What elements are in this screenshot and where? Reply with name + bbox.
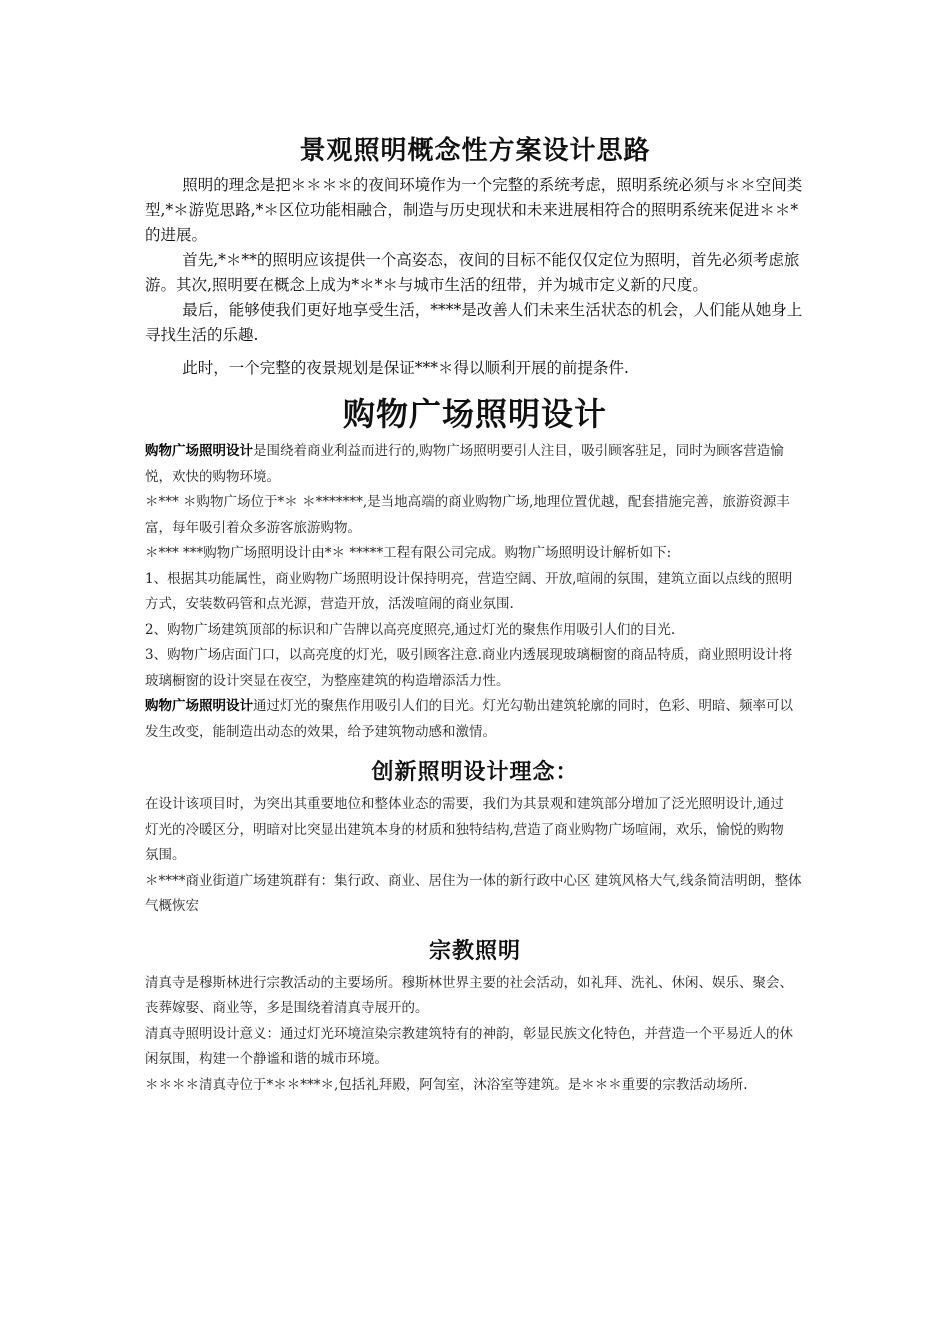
shop-paragraph: ＊*** ***购物广场照明设计由*＊ *****工程有限公司完成。购物广场照明设计解析如下: <box>145 545 672 561</box>
shop-paragraph: 1、根据其功能属性，商业购物广场照明设计保持明亮，营造空阔、开放,喧闹的氛围，建筑立面以点线的照明方式，安装数码管和点光源，营造开放，活泼喧闹的商业氛围. <box>145 570 793 612</box>
relig-paragraph: 清真寺照明设计意义：通过灯光环境渲染宗教建筑特有的神韵，彰显民族文化特色，并营造一个平易近人的休闲氛围，构建一个静谧和谐的城市环境。 <box>145 1025 793 1067</box>
innov-paragraph: 氛围。 <box>145 847 186 863</box>
heading-innovative-concept: 创新照明设计理念： <box>371 759 579 785</box>
intro-paragraph: 最后，能够使我们更好地享受生活，****是改善人们未来生活状态的机会，人们能从她身上寻找生活的乐趣. <box>145 301 803 344</box>
innov-paragraph: 在设计该项目时，为突出其重要地位和整体业态的需要，我们为其景观和建筑部分增加了泛光照明设计,通过 <box>145 796 784 812</box>
shop-paragraph: 2、购物广场建筑顶部的标识和广告牌以高亮度照亮,通过灯光的聚焦作用吸引人们的目光. <box>145 621 676 638</box>
heading-shopping-plaza: 购物广场照明设计 <box>342 395 607 433</box>
paragraph-text: 是围绕着商业利益而进行的,购物广场照明要引人注目，吸引顾客驻足，同时为顾客营造愉悦，欢快的购物环境。 <box>145 443 784 485</box>
heading-landscape-lighting: 景观照明概念性方案设计思路 <box>299 136 651 166</box>
bold-term: 购物广场照明设计 <box>145 698 253 714</box>
heading-religious-lighting: 宗教照明 <box>428 937 521 964</box>
bold-term: 购物广场照明设计 <box>145 443 253 459</box>
shopping-section <box>145 439 805 745</box>
shop-paragraph: ＊*** ＊购物广场位于*＊ ＊*******,是当地高端的商业购物广场,地理位置优越，配套措施完善，旅游资源丰富，每年吸引着众多游客旅游购物。 <box>145 494 790 536</box>
innovation-section <box>145 792 805 920</box>
document-content <box>145 130 805 1098</box>
shop-paragraph <box>145 694 805 745</box>
relig-paragraph: ＊＊＊＊清真寺位于*＊＊***＊,包括礼拜殿，阿訇室，沐浴室等建筑。是＊＊＊重要的宗教活动场所. <box>145 1076 748 1093</box>
shop-paragraph: 3、购物广场店面门口，以高亮度的灯光，吸引顾客注意.商业内透展现玻璃橱窗的商品特质，商业照明设计将玻璃橱窗的设计突显在夜空，为整座建筑的构造增添活力性。 <box>145 647 793 689</box>
relig-paragraph: 清真寺是穆斯林进行宗教活动的主要场所。穆斯林世界主要的社会活动，如礼拜、洗礼、休闲、娱乐、聚会、丧葬嫁娶、商业等，多是围绕着清真寺展开的。 <box>145 974 793 1016</box>
religious-section <box>145 971 805 1099</box>
shop-paragraph <box>145 439 805 490</box>
intro-paragraph: 此时，一个完整的夜景规划是保证***＊得以顺利开展的前提条件. <box>182 359 629 377</box>
innov-paragraph: ＊****商业街道广场建筑群有：集行政、商业、居住为一体的新行政中心区 建筑风格大气,线条简洁明朗，整体气概恢宏 <box>145 872 802 914</box>
intro-paragraph: 照明的理念是把＊＊＊＊的夜间环境作为一个完整的系统考虑，照明系统必须与＊＊空间类型,*＊游览思路,*＊区位功能相融合，制造与历史现状和未来进展相符合的照明系统来促进＊＊*的进展。 <box>145 176 803 244</box>
paragraph-text: 通过灯光的聚焦作用吸引人们的目光。灯光勾勒出建筑轮廓的同时，色彩、明暗、频率可以发生改变，能制造出动态的效果，给予建筑物动感和激情。 <box>145 698 793 740</box>
intro-section <box>145 173 805 381</box>
innov-paragraph: 灯光的冷暖区分，明暗对比突显出建筑本身的材质和独特结构,营造了商业购物广场喧闹，欢乐，愉悦的购物 <box>145 821 784 838</box>
intro-paragraph: 首先,*＊**的照明应该提供一个高姿态，夜间的目标不能仅仅定位为照明，首先必须考虑旅游。其次,照明要在概念上成为*＊*＊与城市生活的纽带，并为城市定义新的尺度。 <box>145 251 800 294</box>
